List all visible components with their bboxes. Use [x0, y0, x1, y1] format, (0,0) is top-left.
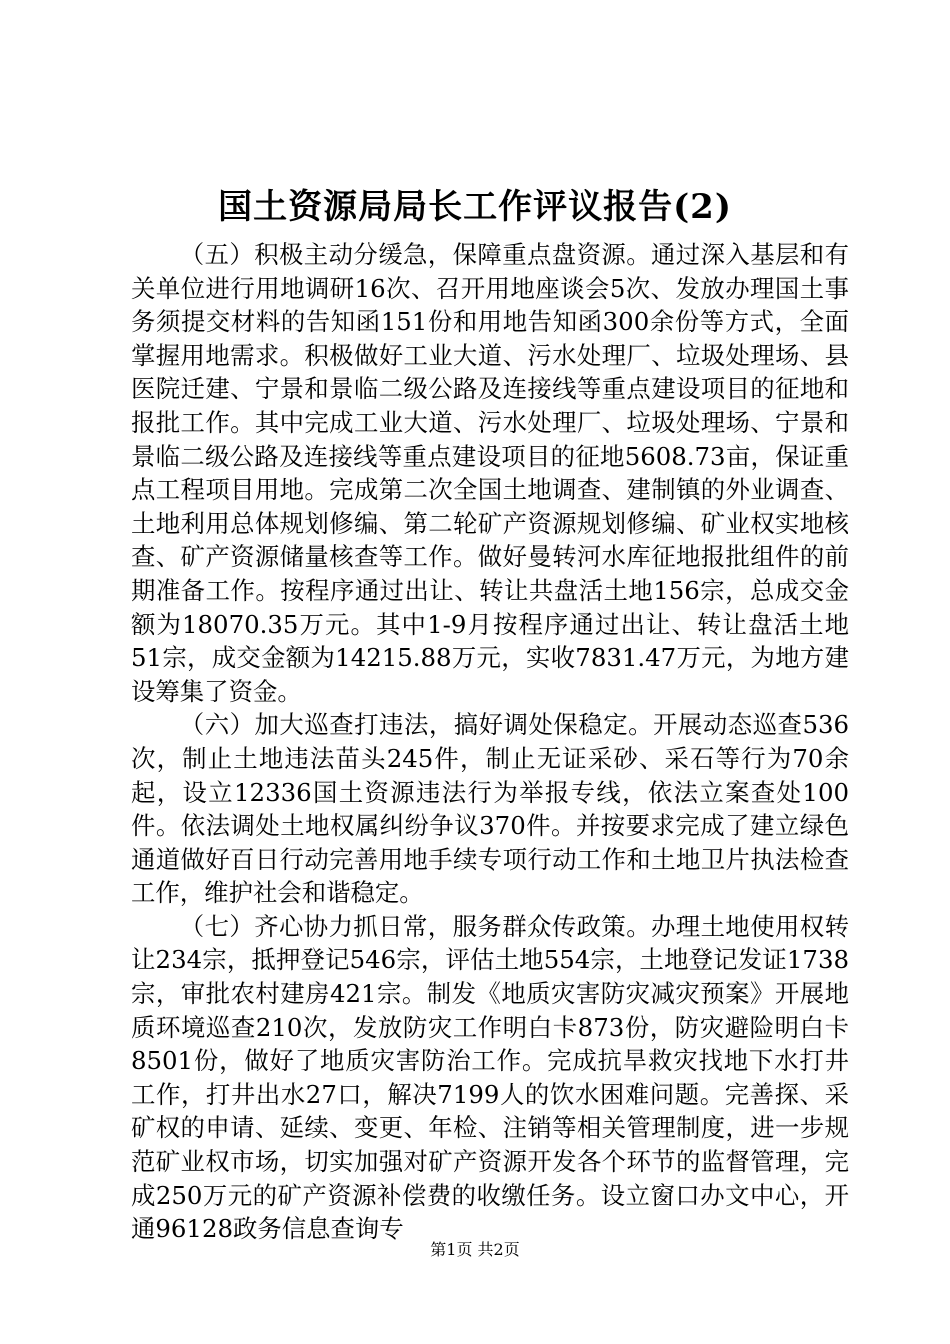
- document-title: 国土资源局局长工作评议报告(2): [218, 187, 732, 227]
- paragraph-5: （五）积极主动分缓急，保障重点盘资源。通过深入基层和有关单位进行用地调研16次、召开用地座谈会5次、发放办理国土事务须提交材料的告知函151份和用地告知函300余份等方式，全面掌握用地需求。积极做好工业大道、污水处理厂、垃圾处理场、县医院迁建、宁景和景临二级公路及连接线等重点建设项目的征地和报批工作。其中完成工业大道、污水处理厂、垃圾处理场、宁景和景临二级公路及连接线等重点建设项目的征地5608.73亩，保证重点工程项目用地。完成第二次全国土地调查、建制镇的外业调查、土地利用总体规划修编、第二轮矿产资源规划修编、矿业权实地核查、矿产资源储量核查等工作。做好曼转河水库征地报批组件的前期准备工作。按程序通过出让、转让共盘活土地156宗，总成交金额为18070.35万元。其中1-9月按程序通过出让、转让盘活土地51宗，成交金额为14215.88万元，实收7831.47万元，为地方建设筹集了资金。: [131, 240, 849, 706]
- paragraph-7: （七）齐心协力抓日常，服务群众传政策。办理土地使用权转让234宗，抵押登记546宗，评估土地554宗，土地登记发证1738宗，审批农村建房421宗。制发《地质灾害防灾减灾预案》开展地质环境巡查210次，发放防灾工作明白卡873份，防灾避险明白卡8501份，做好了地质灾害防治工作。完成抗旱救灾找地下水打井工作，打井出水27口，解决7199人的饮水困难问题。完善探、采矿权的申请、延续、变更、年检、注销等相关管理制度，进一步规范矿业权市场，切实加强对矿产资源开发各个环节的监督管理，完成250万元的矿产资源补偿费的收缴任务。设立窗口办文中心，开通96128政务信息查询专: [131, 911, 849, 1244]
- paragraph-6: （六）加大巡查打违法，搞好调处保稳定。开展动态巡查536次，制止土地违法苗头245件，制止无证采砂、采石等行为70余起，设立12336国土资源违法行为举报专线，依法立案查处100件。依法调处土地权属纠纷争议370件。并按要求完成了建立绿色通道做好百日行动完善用地手续专项行动工作和土地卫片执法检查工作，维护社会和谐稳定。: [131, 710, 849, 908]
- document-body: [131, 238, 849, 1246]
- page-footer: 第1页 共2页: [430, 1240, 520, 1259]
